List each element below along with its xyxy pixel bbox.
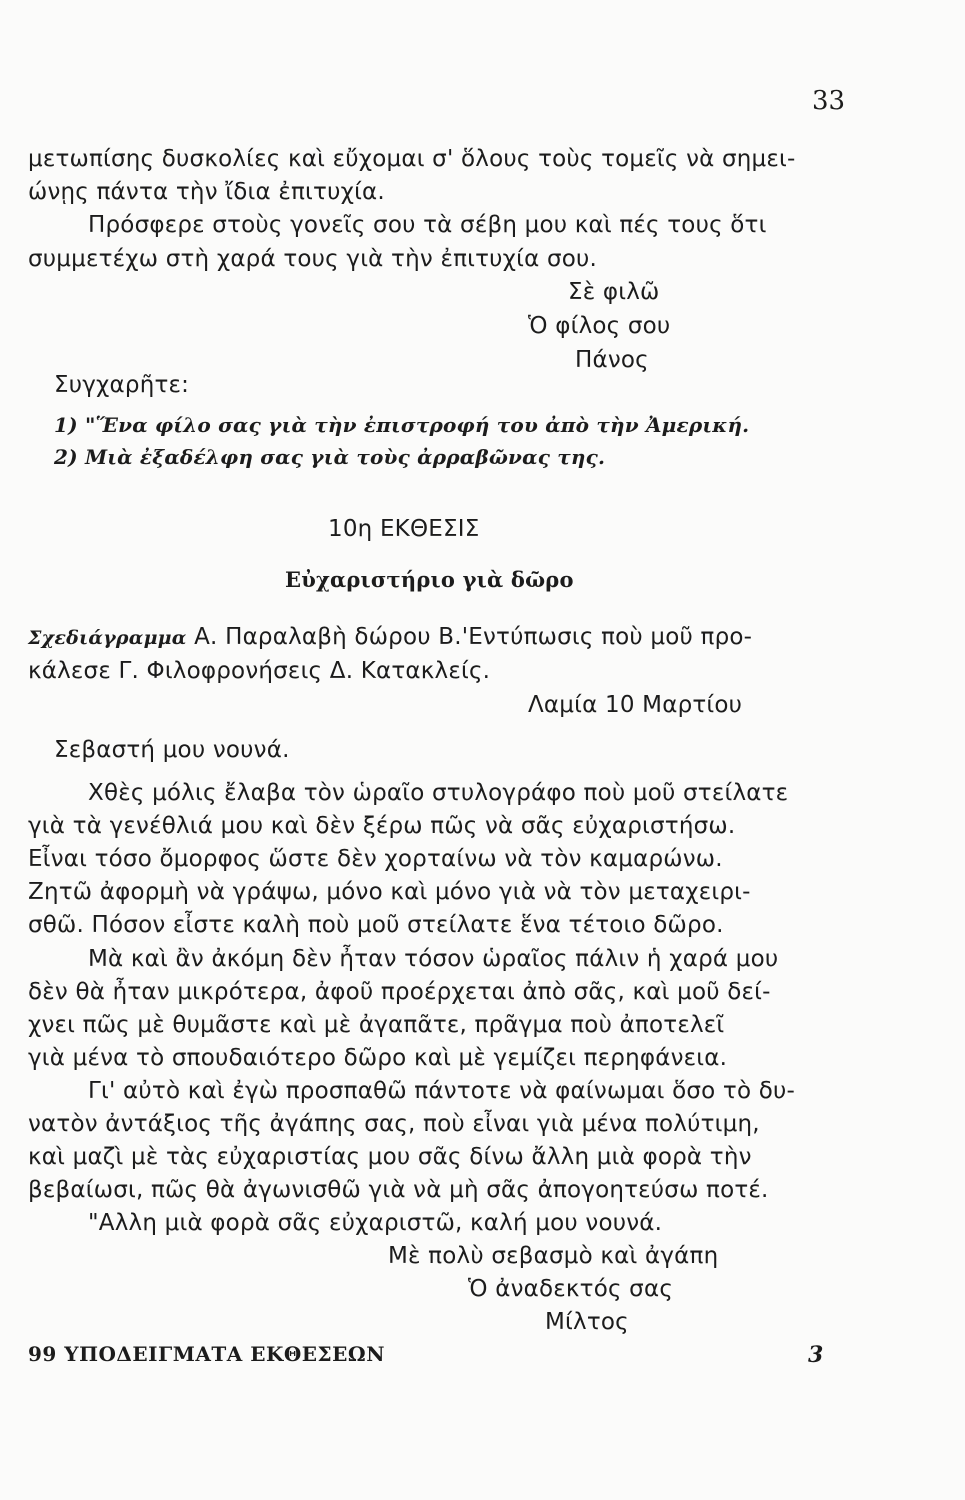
body-line: δὲν θὰ ἦταν μικρότερα, ἀφοῦ προέρχεται ἀπὸ σᾶς, καὶ μοῦ δεί-	[28, 979, 771, 1005]
text-line: ώνῃς πάντα τὴν ἴδια ἐπιτυχία.	[28, 179, 385, 205]
outline-text: Α. Παραλαβὴ δώρου Β.'Εντύπωσις ποὺ μοῦ προ-	[186, 624, 753, 650]
outline-label: Σχεδιάγραμμα	[28, 627, 187, 649]
body-line: γιὰ τὰ γενέθλιά μου καὶ δὲν ξέρω πῶς νὰ σᾶς εὐχαριστήσω.	[28, 813, 736, 839]
signature-name: Πάνος	[575, 347, 649, 373]
outline-line: κάλεσε Γ. Φιλοφρονήσεις Δ. Κατακλείς.	[28, 658, 491, 684]
body-line: γιὰ μένα τὸ σπουδαιότερο δῶρο καὶ μὲ γεμίζει περηφάνεια.	[28, 1045, 728, 1071]
closing-phrase: Μὲ πολὺ σεβασμὸ καὶ ἀγάπη	[388, 1243, 719, 1269]
salutation: Σεβαστή μου νουνά.	[54, 737, 290, 763]
body-line: νατὸν ἀντάξιος τῆς ἀγάπης σας, ποὺ εἶναι γιὰ μένα πολύτιμη,	[28, 1111, 760, 1137]
text-line: Πρόσφερε στοὺς γονεῖς σου τὰ σέβη μου καὶ πές τους ὅτι	[88, 212, 767, 238]
body-line: Μὰ καὶ ἂν ἀκόμη δὲν ἦταν τόσον ὡραῖος πάλιν ἡ χαρά μου	[88, 946, 779, 972]
body-line: Εἶναι τόσο ὄμορφος ὥστε δὲν χορταίνω νὰ τὸν καμαρώνω.	[28, 846, 723, 872]
footer-book-title: 99 ΥΠΟΔΕΙΓΜΑΤΑ ΕΚΘΕΣΕΩΝ	[28, 1342, 385, 1366]
body-line: Ζητῶ ἀφορμὴ νὰ γράψω, μόνο καὶ μόνο γιὰ νὰ τὸν μεταχειρι-	[28, 879, 751, 905]
essay-title: Εὐχαριστήριο γιὰ δῶρο	[285, 567, 574, 592]
place-date: Λαμία 10 Μαρτίου	[528, 692, 743, 718]
closing-line: Σὲ φιλῶ	[568, 279, 660, 305]
page-number: 33	[812, 86, 846, 116]
exercise-label: Συγχαρῆτε:	[54, 372, 190, 398]
body-line: καὶ μαζὶ μὲ τὰς εὐχαριστίας μου σᾶς δίνω ἄλλη μιὰ φορὰ τὴν	[28, 1144, 752, 1170]
text-line: μετωπίσης δυσκολίες καὶ εὔχομαι σ' ὅλους τοὺς τομεῖς νὰ σημει-	[28, 146, 796, 172]
essay-number: 10η ΕΚΘΕΣΙΣ	[328, 516, 480, 542]
body-line: Χθὲς μόλις ἔλαβα τὸν ὡραῖο στυλογράφο ποὺ μοῦ στείλατε	[88, 780, 789, 806]
text-line: συμμετέχω στὴ χαρά τους γιὰ τὴν ἐπιτυχία σου.	[28, 246, 598, 272]
body-line: Γι' αὐτὸ καὶ ἐγὼ προσπαθῶ πάντοτε νὰ φαίνωμαι ὅσο τὸ δυ-	[88, 1078, 796, 1104]
exercise-item: 2) Μιὰ ἐξαδέλφη σας γιὰ τοὺς ἀρραβῶνας της.	[54, 445, 606, 469]
body-line: χνει πῶς μὲ θυμᾶστε καὶ μὲ ἀγαπᾶτε, πρᾶγμα ποὺ ἀποτελεῖ	[28, 1012, 725, 1038]
footer-signature-mark: 3	[808, 1342, 824, 1368]
closing-line: Ὁ φίλος σου	[528, 313, 671, 339]
exercise-item: 1) "Ἕνα φίλο σας γιὰ τὴν ἐπιστροφή του ἀπὸ τὴν Ἀμερική.	[54, 413, 750, 437]
outline-line	[28, 622, 752, 653]
body-line: "Αλλη μιὰ φορὰ σᾶς εὐχαριστῶ, καλή μου νουνά.	[88, 1210, 663, 1236]
body-line: σθῶ. Πόσον εἶστε καλὴ ποὺ μοῦ στείλατε ἕνα τέτοιο δῶρο.	[28, 912, 724, 938]
body-line: βεβαίωσι, πῶς θὰ ἀγωνισθῶ γιὰ νὰ μὴ σᾶς ἀπογοητεύσω ποτέ.	[28, 1177, 769, 1203]
signature-title: Ὁ ἀναδεκτός σας	[468, 1276, 674, 1302]
signature-name: Μίλτος	[545, 1309, 629, 1335]
